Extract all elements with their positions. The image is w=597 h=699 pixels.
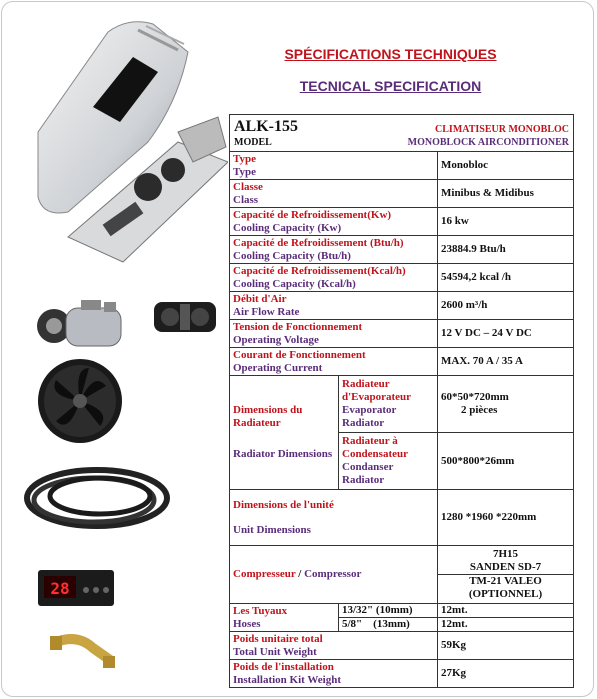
condenser-value: 500*800*26mm xyxy=(438,433,574,490)
compressor-label-english: Compressor xyxy=(304,568,362,580)
unit-dimensions-label-french: Dimensions de l'unité xyxy=(233,498,334,511)
weight-label-french: Poids de l'installation xyxy=(233,660,334,673)
hose-length-1: 12mt. xyxy=(438,604,573,618)
compressor-label-french: Compresseur xyxy=(233,568,296,580)
evaporator-value: 60*50*720mm xyxy=(441,391,509,403)
table-row xyxy=(230,660,574,688)
compressor-image xyxy=(36,296,131,356)
fan-image xyxy=(34,356,126,446)
table-row xyxy=(230,320,574,348)
weight-label-english: Installation Kit Weight xyxy=(233,673,341,686)
model-label: MODEL xyxy=(234,136,272,148)
row-value: Minibus & Midibus xyxy=(438,180,574,208)
row-value: 16 kw xyxy=(438,208,574,236)
table-row xyxy=(230,180,574,208)
row-label-french: Courant de Fonctionnement xyxy=(233,348,366,361)
row-value: Monobloc xyxy=(438,152,574,180)
condenser-label-french: Radiateur à Condensateur xyxy=(342,435,409,460)
compressor-model-1: 7H15 xyxy=(492,548,519,560)
compressor-separator: / xyxy=(295,568,305,580)
radiator-label-french: Dimensions du Radiateur xyxy=(233,404,303,429)
row-label-english: Operating Voltage xyxy=(233,333,319,346)
model-name: ALK-155 xyxy=(234,117,298,135)
row-label-english: Cooling Capacity (Kcal/h) xyxy=(233,277,356,290)
hose-length-2: 12mt. xyxy=(441,618,468,630)
table-row xyxy=(230,264,574,292)
thermostat-controller-image xyxy=(36,566,116,610)
evaporator-pieces: 2 pièces xyxy=(461,404,498,416)
model-type-french: CLIMATISEUR MONOBLOC xyxy=(435,123,570,135)
ac-unit-image xyxy=(28,12,228,282)
row-label-french: Type xyxy=(233,152,257,165)
blower-motor-image xyxy=(150,294,220,339)
spec-table xyxy=(229,114,574,688)
table-row xyxy=(230,348,574,376)
weight-label-english: Total Unit Weight xyxy=(233,645,317,658)
hoses-row xyxy=(230,604,574,632)
unit-dimensions-row xyxy=(230,490,574,546)
row-label-english: Type xyxy=(233,165,257,178)
row-value: 23884.9 Btu/h xyxy=(438,236,574,264)
row-value: 54594,2 kcal /h xyxy=(438,264,574,292)
radiator-label-english: Radiator Dimensions xyxy=(233,448,333,460)
row-value: MAX. 70 A / 35 A xyxy=(438,348,574,376)
hose-size-2: 5/8" (13mm) xyxy=(342,618,410,630)
table-row xyxy=(230,208,574,236)
page-title-french: SPÉCIFICATIONS TECHNIQUES xyxy=(284,46,497,62)
hoses-label-french: Les Tuyaux xyxy=(233,604,288,617)
compressor-model-2: SANDEN SD-7 xyxy=(438,561,573,575)
weight-value: 59Kg xyxy=(438,632,574,660)
model-row xyxy=(230,115,574,152)
table-row xyxy=(230,236,574,264)
condenser-label-english: Condanser Radiator xyxy=(342,461,394,486)
model-type-english: MONOBLOCK AIRCONDITIONER xyxy=(407,136,570,148)
controller-display-value: 28 xyxy=(50,579,70,598)
unit-dimensions-value: 1280 *1960 *220mm xyxy=(438,490,574,546)
table-row xyxy=(230,152,574,180)
row-label-french: Capacité de Refroidissement(Kw) xyxy=(233,208,392,221)
row-label-french: Tension de Fonctionnement xyxy=(233,320,363,333)
evaporator-label-english: Evaporator Radiator xyxy=(342,404,397,429)
compressor-model-3: TM-21 VALEO xyxy=(469,575,542,587)
weight-label-french: Poids unitaire total xyxy=(233,632,323,645)
row-label-english: Air Flow Rate xyxy=(233,305,300,318)
hose-fitting-image xyxy=(48,630,118,675)
row-label-french: Débit d'Air xyxy=(233,292,287,305)
table-row xyxy=(230,292,574,320)
row-value: 2600 m³/h xyxy=(438,292,574,320)
weight-value: 27Kg xyxy=(438,660,574,688)
row-value: 12 V DC – 24 V DC xyxy=(438,320,574,348)
compressor-row xyxy=(230,546,574,604)
evaporator-label-french: Radiateur d'Evaporateur xyxy=(342,378,412,403)
radiator-evaporator-row xyxy=(230,376,574,433)
hoses-image xyxy=(22,458,172,538)
row-label-english: Cooling Capacity (Kw) xyxy=(233,221,342,234)
row-label-french: Classe xyxy=(233,180,263,193)
row-label-french: Capacité de Refroidissement (Btu/h) xyxy=(233,236,404,249)
row-label-english: Operating Current xyxy=(233,361,323,374)
hose-size-1: 13/32" (10mm) xyxy=(339,604,437,618)
row-label-english: Class xyxy=(233,193,259,206)
hoses-label-english: Hoses xyxy=(233,617,261,630)
page-title-english: TECNICAL SPECIFICATION xyxy=(299,78,482,94)
row-label-french: Capacité de Refroidissement(Kcal/h) xyxy=(233,264,406,277)
compressor-model-4: (OPTIONNEL) xyxy=(468,588,543,600)
table-row xyxy=(230,632,574,660)
row-label-english: Cooling Capacity (Btu/h) xyxy=(233,249,351,262)
unit-dimensions-label-english: Unit Dimensions xyxy=(233,523,311,536)
